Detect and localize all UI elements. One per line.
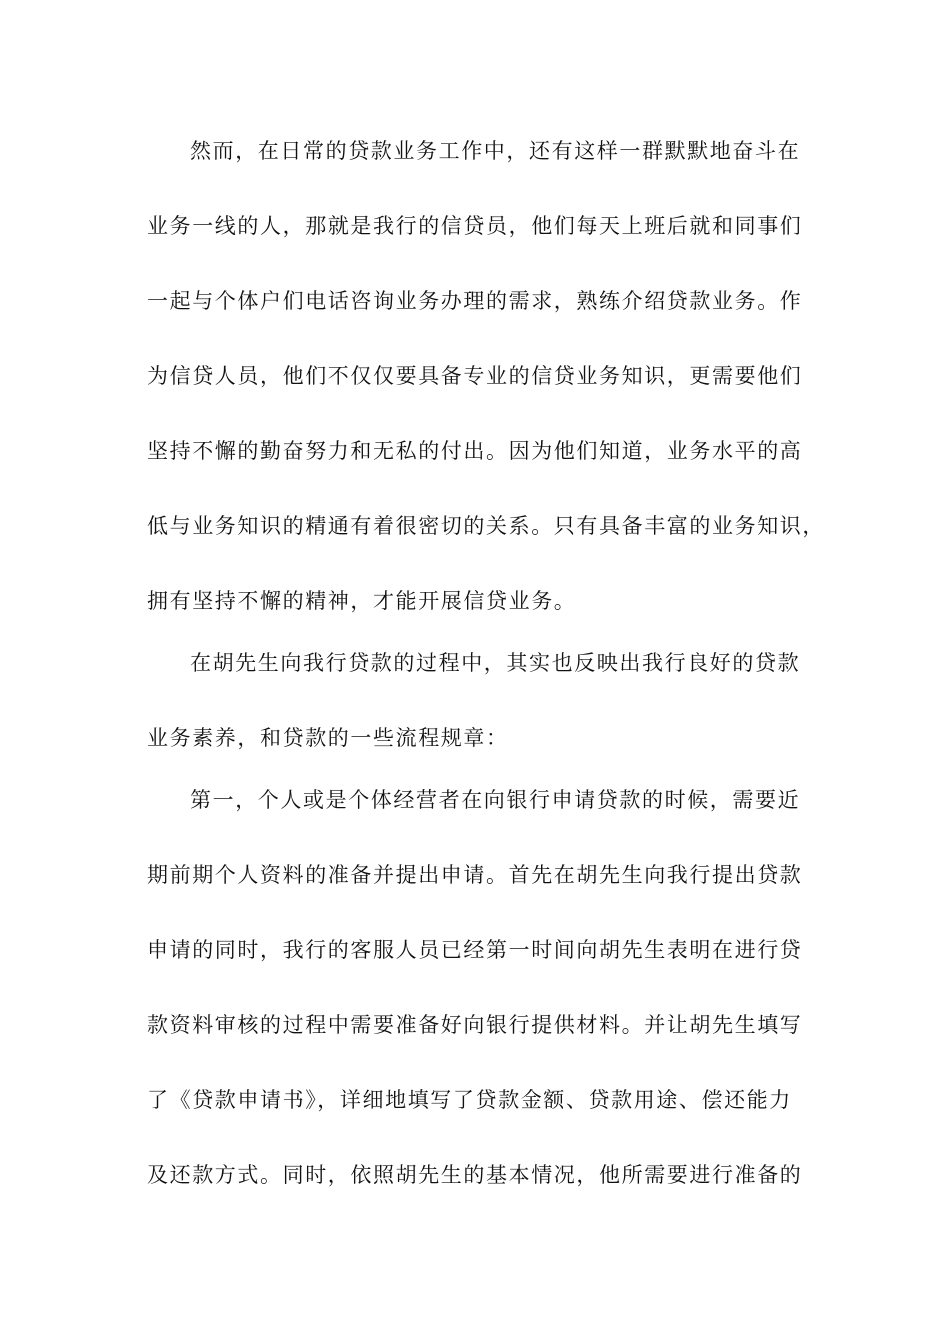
paragraph-line: 申请的同时，我行的客服人员已经第一时间向胡先生表明在进行贷 xyxy=(147,938,803,962)
paragraph-line: 一起与个体户们电话咨询业务办理的需求，熟练介绍贷款业务。作 xyxy=(147,289,803,313)
paragraph-line: 低与业务知识的精通有着很密切的关系。只有具备丰富的业务知识， xyxy=(147,514,825,538)
paragraph-line: 期前期个人资料的准备并提出申请。首先在胡先生向我行提出贷款 xyxy=(147,863,803,887)
paragraph-line: 拥有坚持不懈的精神，才能开展信贷业务。 xyxy=(147,589,577,613)
paragraph-line: 了《贷款申请书》，详细地填写了贷款金额、贷款用途、偿还能力 xyxy=(147,1088,792,1112)
paragraph-line: 业务一线的人，那就是我行的信贷员，他们每天上班后就和同事们 xyxy=(147,214,803,238)
paragraph-line: 及还款方式。同时，依照胡先生的基本情况，他所需要进行准备的 xyxy=(147,1163,803,1187)
paragraph-line: 在胡先生向我行贷款的过程中，其实也反映出我行良好的贷款 xyxy=(190,651,801,675)
paragraph-line: 然而，在日常的贷款业务工作中，还有这样一群默默地奋斗在 xyxy=(190,139,801,163)
paragraph-line: 第一，个人或是个体经营者在向银行申请贷款的时候，需要近 xyxy=(190,788,801,812)
paragraph-line: 款资料审核的过程中需要准备好向银行提供材料。并让胡先生填写 xyxy=(147,1013,803,1037)
paragraph-line: 业务素养，和贷款的一些流程规章： xyxy=(147,726,509,750)
paragraph-line: 为信贷人员，他们不仅仅要具备专业的信贷业务知识，更需要他们 xyxy=(147,364,803,388)
paragraph-line: 坚持不懈的勤奋努力和无私的付出。因为他们知道，业务水平的高 xyxy=(147,439,803,463)
